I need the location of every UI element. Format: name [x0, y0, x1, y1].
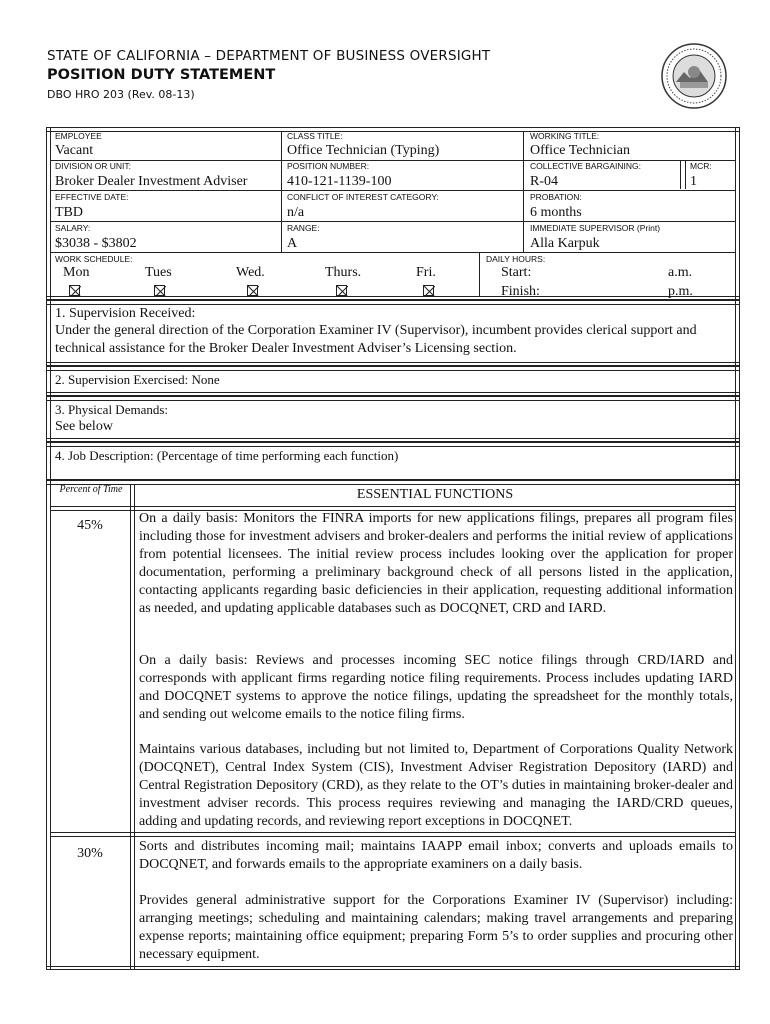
- effective-date-label: EFFECTIVE DATE:: [55, 192, 129, 202]
- working-title-label: WORKING TITLE:: [530, 131, 600, 141]
- physical-demands-text: See below: [55, 419, 113, 434]
- checkbox-wed[interactable]: [247, 285, 258, 296]
- pm-label: p.m.: [668, 284, 693, 299]
- job-description-heading: 4. Job Description: (Percentage of time performing each function): [55, 448, 399, 463]
- day-tues: Tues: [145, 265, 172, 280]
- day-fri: Fri.: [416, 265, 436, 280]
- row-2-paragraph-1: Sorts and distributes incoming mail; maintains IAAPP email inbox; converts and uploads emails to DOCQNET, and forwards emails to the appropriate examiners on a daily basis.: [139, 839, 733, 872]
- row-1-paragraph-1: On a daily basis: Monitors the FINRA imports for new applications filings, prepares all program files including those for investment advisers and broker-dealers and performs the initial review of applications from potential licensees. The initial review process includes looking over the application for proper documentation, performing a preliminary background check of all persons listed in the application, contacting applicants regarding basic deficiencies in their application, requesting additional information as needed, and updating applicable databases such as DOCQNET, CRD and IARD.: [139, 511, 733, 616]
- conflict-value: n/a: [287, 205, 305, 220]
- position-number-label: POSITION NUMBER:: [287, 161, 370, 171]
- day-wed: Wed.: [236, 265, 265, 280]
- mcr-value: 1: [690, 174, 697, 189]
- row-1-percent: 45%: [77, 518, 103, 533]
- conflict-label: CONFLICT OF INTEREST CATEGORY:: [287, 192, 439, 202]
- row-2-percent: 30%: [77, 846, 103, 861]
- checkbox-thurs[interactable]: [336, 285, 347, 296]
- essential-functions-header: ESSENTIAL FUNCTIONS: [356, 487, 514, 502]
- checkbox-mon[interactable]: [69, 285, 80, 296]
- finish-label: Finish:: [501, 284, 540, 299]
- working-title-value: Office Technician: [530, 143, 630, 158]
- division-value: Broker Dealer Investment Adviser: [55, 174, 248, 189]
- percent-of-time-header: Percent of Time: [59, 484, 123, 495]
- form-number: DBO HRO 203 (Rev. 08-13): [47, 88, 195, 101]
- daily-hours-label: DAILY HOURS:: [486, 254, 546, 264]
- salary-label: SALARY:: [55, 223, 91, 233]
- collective-bargaining-label: COLLECTIVE BARGAINING:: [530, 161, 641, 171]
- supervision-received-text: Under the general direction of the Corporation Examiner IV (Supervisor), incumbent provides clerical support and technical assistance for the Broker Dealer Investment Adviser’s Licensing section.: [55, 323, 697, 356]
- row-1-paragraph-2: On a daily basis: Reviews and processes incoming SEC notice filings through CRD/IARD and corresponds with applicant firms regarding notice filing requirements. Process includes updating IARD and DOCQNET systems to approve the notice filings, updating the spreadsheet for the monthly totals, and sending out welcome emails to the notice filing firms.: [139, 653, 733, 722]
- day-thurs: Thurs.: [325, 265, 362, 280]
- state-seal-icon: [660, 42, 728, 110]
- supervisor-value: Alla Karpuk: [530, 236, 600, 251]
- physical-demands-heading: 3. Physical Demands:: [55, 402, 169, 417]
- range-label: RANGE:: [287, 223, 320, 233]
- am-label: a.m.: [668, 265, 693, 280]
- position-number-value: 410-121-1139-100: [287, 174, 392, 189]
- division-label: DIVISION OR UNIT:: [55, 161, 132, 171]
- mcr-label: MCR:: [690, 161, 712, 171]
- effective-date-value: TBD: [55, 205, 83, 220]
- class-title-value: Office Technician (Typing): [287, 143, 440, 158]
- probation-label: PROBATION:: [530, 192, 582, 202]
- document-title: POSITION DUTY STATEMENT: [47, 67, 276, 83]
- collective-bargaining-value: R-04: [530, 174, 558, 189]
- supervisor-label: IMMEDIATE SUPERVISOR (Print): [530, 223, 661, 233]
- supervision-exercised-heading: 2. Supervision Exercised: None: [55, 372, 220, 387]
- class-title-label: CLASS TITLE:: [287, 131, 343, 141]
- agency-heading: STATE OF CALIFORNIA – DEPARTMENT OF BUSINESS OVERSIGHT: [47, 48, 491, 64]
- supervision-received-heading: 1. Supervision Received:: [55, 306, 196, 321]
- work-schedule-label: WORK SCHEDULE:: [55, 254, 133, 264]
- range-value: A: [287, 236, 298, 251]
- employee-label: EMPLOYEE: [55, 131, 102, 141]
- probation-value: 6 months: [530, 205, 582, 220]
- employee-value: Vacant: [55, 143, 94, 158]
- row-2-paragraph-2: Provides general administrative support for the Corporations Examiner IV (Supervisor) including: arranging meetings; scheduling and maintaining calendars; making travel arrangements and preparing expense reports; maintaining office equipment; preparing Form 5’s to order supplies and procuring other necessary equipment.: [139, 893, 733, 962]
- start-label: Start:: [501, 265, 532, 280]
- salary-value: $3038 - $3802: [55, 236, 137, 251]
- checkbox-tues[interactable]: [154, 285, 165, 296]
- day-mon: Mon: [63, 265, 90, 280]
- row-1-paragraph-3: Maintains various databases, including but not limited to, Department of Corporations Quality Network (DOCQNET), Central Index System (CIS), Investment Adviser Registration Depository (IARD) and Central Registration Depository (CRD), as they relate to the OT’s duties in maintaining broker-dealer and investment adviser records. This process requires reviewing and managing the IARD/CRD queues, adding and updating records, and reviewing report exceptions in DOCQNET.: [139, 742, 733, 829]
- checkbox-fri[interactable]: [423, 285, 434, 296]
